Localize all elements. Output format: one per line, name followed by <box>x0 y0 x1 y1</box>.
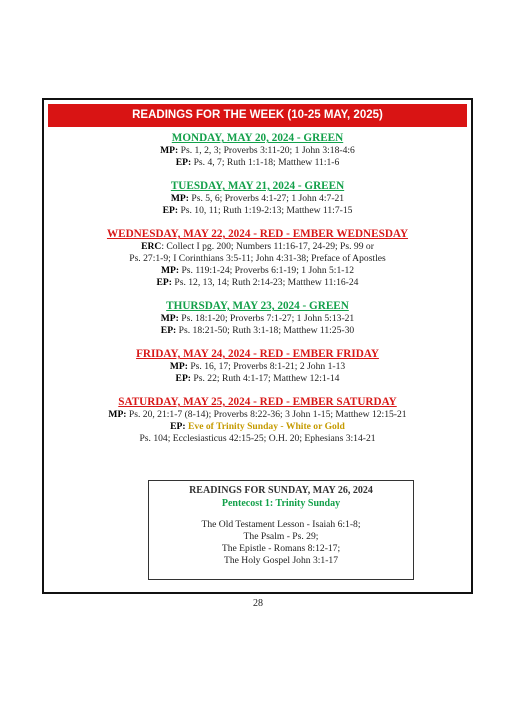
reading-label: MP: <box>108 409 127 420</box>
weekly-readings-frame <box>42 98 473 594</box>
reading-line <box>44 313 471 325</box>
reading-text: Ps. 18:21-50; Ruth 3:1-18; Matthew 11:25-30 <box>176 325 355 336</box>
sunday-reading: The Psalm - Ps. 29; <box>243 531 319 542</box>
reading-line <box>44 373 471 385</box>
reading-label: ERC <box>141 241 162 252</box>
reading-line <box>44 265 471 277</box>
reading-line <box>44 241 471 253</box>
reading-text: Ps. 18:1-20; Proverbs 7:1-27; 1 John 5:13-21 <box>178 313 355 324</box>
spacer <box>149 510 413 519</box>
reading-label: MP: <box>160 313 179 324</box>
reading-text: Ps. 5, 6; Proverbs 4:1-27; 1 John 4:7-21 <box>189 193 345 204</box>
reading-label: MP: <box>169 361 188 372</box>
day-friday <box>44 348 471 385</box>
sunday-subtitle: Pentecost 1: Trinity Sunday <box>221 498 341 509</box>
day-heading: THURSDAY, MAY 23, 2024 - GREEN <box>166 300 349 312</box>
day-saturday <box>44 396 471 445</box>
reading-line <box>44 325 471 337</box>
reading-text: Ps. 16, 17; Proverbs 8:1-21; 2 John 1-13 <box>187 361 346 372</box>
reading-line <box>44 193 471 205</box>
reading-label: EP: <box>175 157 192 168</box>
reading-text: Eve of Trinity Sunday - White or Gold <box>185 421 345 432</box>
sunday-reading: The Holy Gospel John 3:1-17 <box>223 555 339 566</box>
day-tuesday <box>44 180 471 217</box>
day-monday <box>44 132 471 169</box>
page-number: 28 <box>253 598 263 609</box>
sunday-reading: The Old Testament Lesson - Isaiah 6:1-8; <box>201 519 361 530</box>
reading-label: EP: <box>156 277 172 288</box>
reading-text: Ps. 4, 7; Ruth 1:1-18; Matthew 11:1-6 <box>191 157 340 168</box>
reading-line <box>44 157 471 169</box>
reading-text: Ps. 20, 21:1-7 (8-14); Proverbs 8:22-36; 3 John 1-15; Matthew 12:15-21 <box>126 409 407 420</box>
reading-text: Ps. 22; Ruth 4:1-17; Matthew 12:1-14 <box>191 373 340 384</box>
day-heading: WEDNESDAY, MAY 22, 2024 - RED - EMBER WEDNESDAY <box>106 228 409 240</box>
day-heading: TUESDAY, MAY 21, 2024 - GREEN <box>170 180 345 192</box>
reading-label: MP: <box>160 145 179 156</box>
reading-label: EP: <box>175 373 192 384</box>
reading-text: Ps. 10, 11; Ruth 1:19-2:13; Matthew 11:7-15 <box>178 205 353 216</box>
reading-line <box>44 361 471 373</box>
reading-line <box>44 145 471 157</box>
reading-text: Ps. 1, 2, 3; Proverbs 3:11-20; 1 John 3:18-4:6 <box>178 145 355 156</box>
reading-text: : Collect I pg. 200; Numbers 11:16-17, 24-29; Ps. 99 or <box>161 241 374 252</box>
day-heading: FRIDAY, MAY 24, 2024 - RED - EMBER FRIDAY <box>136 348 379 360</box>
readings-content <box>44 132 471 456</box>
reading-line <box>44 421 471 433</box>
reading-label: EP: <box>170 421 186 432</box>
sunday-readings-box <box>148 480 414 580</box>
reading-label: EP: <box>162 205 179 216</box>
reading-text: Ps. 119:1-24; Proverbs 6:1-19; 1 John 5:1-12 <box>179 265 355 276</box>
reading-line <box>44 277 471 289</box>
reading-text: Ps. 104; Ecclesiasticus 42:15-25; O.H. 20; Ephesians 3:14-21 <box>139 433 376 444</box>
reading-label: MP: <box>160 265 180 276</box>
day-thursday <box>44 300 471 337</box>
day-heading: MONDAY, MAY 20, 2024 - GREEN <box>171 132 344 144</box>
day-wednesday <box>44 228 471 289</box>
reading-line <box>44 409 471 421</box>
reading-line <box>44 253 471 265</box>
sunday-reading: The Epistle - Romans 8:12-17; <box>221 543 341 554</box>
day-heading: SATURDAY, MAY 25, 2024 - RED - EMBER SATURDAY <box>118 396 397 408</box>
reading-line <box>44 205 471 217</box>
reading-text: Ps. 12, 13, 14; Ruth 2:14-23; Matthew 11:16-24 <box>172 277 359 288</box>
week-banner: READINGS FOR THE WEEK (10-25 MAY, 2025) <box>48 104 467 127</box>
reading-label: MP: <box>170 193 189 204</box>
reading-label: EP: <box>160 325 177 336</box>
sunday-title: READINGS FOR SUNDAY, MAY 26, 2024 <box>189 485 373 496</box>
reading-text: Ps. 27:1-9; I Corinthians 3:5-11; John 4:31-38; Preface of Apostles <box>129 253 386 264</box>
reading-line <box>44 433 471 445</box>
